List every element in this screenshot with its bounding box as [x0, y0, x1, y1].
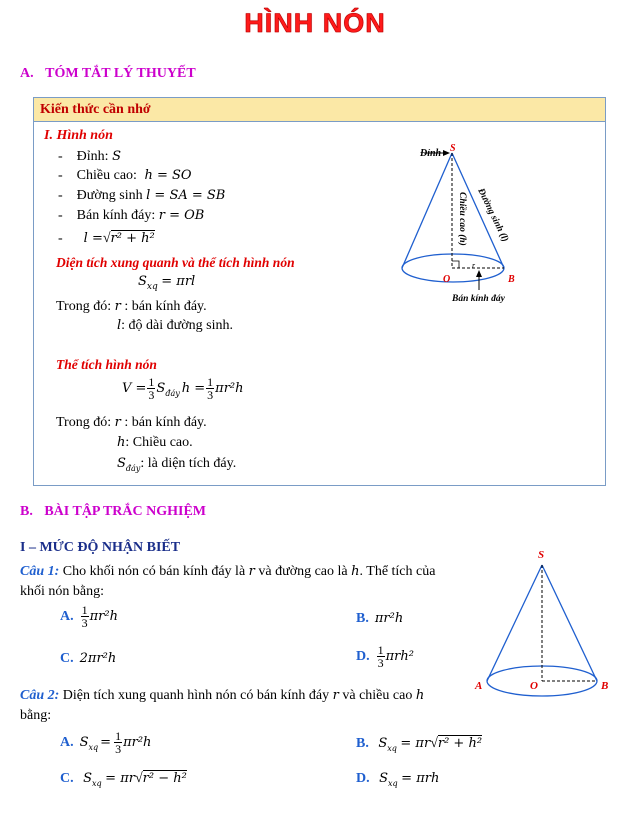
q1-d-val: πrh²	[385, 649, 414, 664]
q2-a-s: S	[79, 735, 89, 750]
q2-b-s: S	[378, 736, 388, 751]
where-2-h-line	[117, 435, 193, 451]
q2-text-b: và chiều cao	[342, 688, 413, 703]
q2-r: r	[332, 688, 339, 703]
slant-formula-radicand: r² + h²	[110, 231, 155, 246]
q1-c-val: 2πr²h	[79, 651, 117, 666]
fig2-o: O	[530, 680, 538, 692]
q1-d-letter: D.	[356, 648, 370, 664]
where-2-s: S	[117, 456, 126, 471]
frac-num: 1	[148, 375, 155, 389]
q2-c-letter: C.	[60, 771, 74, 786]
q1-a-num: 1	[81, 603, 88, 617]
q2-a-den: 3	[115, 742, 122, 756]
where-2-r: r	[114, 415, 121, 430]
q2-c-pre: = πr	[105, 771, 135, 786]
item-slant-math: l = SA = SB	[146, 188, 226, 203]
section-a-letter: A.	[20, 66, 34, 81]
item-slant: - Đường sinh l = SA = SB	[58, 188, 226, 203]
fig1-b: B	[508, 274, 515, 285]
knowledge-box-title: Kiến thức cần nhớ	[40, 102, 151, 117]
cone-subheading: I. Hình nón	[44, 128, 113, 143]
frac-den: 3	[148, 388, 155, 402]
item-radius: - Bán kính đáy: r = OB	[58, 208, 205, 223]
q2-d-val: = πrh	[401, 771, 440, 786]
q1-text-a: Cho khối nón có bán kính đáy là	[62, 564, 246, 579]
section-b-label: BÀI TẬP TRẮC NGHIỆM	[44, 504, 207, 519]
q1-a-val: πr²h	[89, 609, 118, 624]
q2-option-d[interactable]	[356, 771, 439, 788]
item-vertex: - Đỉnh: S	[58, 149, 121, 164]
where-2-h: h	[117, 435, 126, 450]
fig1-r: r	[472, 261, 476, 270]
q2-a-frac	[114, 730, 122, 755]
q2-d-letter: D.	[356, 771, 370, 786]
slant-formula-lhs: l =	[83, 231, 103, 246]
fig1-radius-label: Bán kính đáy	[452, 294, 505, 304]
q2-option-a[interactable]: A. S $_{xq}$ = $\frac{1}{3}$ πr²h	[60, 729, 152, 756]
vol-frac-1	[147, 376, 155, 401]
where-1-l: l	[117, 318, 122, 333]
where-1-l-text: : độ dài đường sinh.	[121, 318, 233, 333]
area-rhs: = πrl	[161, 274, 196, 289]
where-2-r-text: : bán kính đáy.	[124, 415, 207, 430]
vol-end: πr²h	[215, 381, 244, 396]
vol-v: V =	[122, 381, 147, 396]
q2-b-sub: xq	[387, 743, 397, 753]
q2-text-a: Diện tích xung quanh hình nón có bán kính đáy	[62, 688, 330, 703]
where-2	[56, 415, 207, 431]
q1-text-b: và đường cao là	[258, 564, 348, 579]
q2-a-sub: xq	[88, 743, 99, 752]
fig1-slant-label: Đường sinh (l)	[475, 186, 510, 244]
fig2-a: A	[475, 680, 483, 692]
q2-b-rad: r² + h²	[437, 736, 483, 751]
q1-d-den: 3	[377, 656, 384, 670]
q1-a-letter: A.	[60, 608, 74, 624]
q2-d-s: S	[379, 771, 389, 786]
where-1-r: r	[114, 299, 121, 314]
item-vertex-math: S	[112, 149, 121, 164]
question-1	[20, 562, 450, 602]
q2-a-val: πr²h	[123, 735, 152, 750]
q1-option-b[interactable]	[356, 611, 403, 627]
item-slant-formula: - l =√r² + h²	[58, 231, 155, 246]
page-title: HÌNH NÓN	[244, 8, 386, 38]
cone-figure-1	[400, 140, 600, 315]
q2-h: h	[415, 688, 425, 703]
where-2-s-sub: đáy	[125, 463, 141, 473]
area-s: S	[138, 274, 147, 289]
where-2-h-text: : Chiều cao.	[125, 435, 193, 450]
fig1-o: O	[443, 274, 451, 285]
area-sub: xq	[146, 281, 158, 292]
q1-option-d[interactable]	[356, 644, 414, 669]
q1-d-num: 1	[377, 643, 384, 657]
q1-r: r	[248, 564, 255, 579]
q2-d-sub: xq	[388, 778, 398, 788]
vol-mid: h =	[181, 381, 206, 396]
fig1-s: S	[450, 143, 456, 154]
where-2-label: Trong đó:	[56, 415, 112, 430]
q1-c-letter: C.	[60, 651, 74, 666]
cone-figure-2	[470, 545, 620, 705]
q1-option-a[interactable]	[60, 604, 118, 629]
q1-text-d: khối nón bằng:	[20, 584, 104, 599]
section-a-heading	[20, 66, 196, 82]
q1-d-frac	[377, 644, 385, 669]
where-1-label: Trong đó:	[56, 299, 112, 314]
q2-c-rad: r² − h²	[142, 771, 187, 786]
q2-b-letter: B.	[356, 736, 369, 751]
volume-formula	[122, 376, 244, 401]
q1-a-frac	[81, 604, 89, 629]
item-height: - Chiều cao: h = SO	[58, 168, 192, 183]
where-1-r-text: : bán kính đáy.	[124, 299, 207, 314]
fig2-s: S	[538, 549, 545, 561]
section-a-label: TÓM TẮT LÝ THUYẾT	[45, 66, 196, 81]
where-1-l-line	[117, 318, 233, 334]
section-b-letter: B.	[20, 504, 33, 519]
q2-a-num: 1	[115, 729, 122, 743]
q1-b-letter: B.	[356, 611, 369, 626]
q1-h: h	[351, 564, 360, 579]
q1-b-val: πr²h	[374, 611, 404, 626]
item-height-math: h = SO	[144, 168, 192, 183]
item-radius-label: Bán kính đáy:	[76, 208, 156, 223]
q2-c-s: S	[83, 771, 93, 786]
vol-frac-2	[206, 376, 214, 401]
frac2-den: 3	[207, 388, 214, 402]
section-b-heading	[20, 504, 206, 520]
vol-s: S	[156, 381, 166, 396]
q2-option-c[interactable]: C. $S_{xq} = \pi r√r^2 - h^2$	[60, 771, 187, 788]
q2-option-b[interactable]: B. $S_{xq} = \pi r√r^2 + h^2$	[356, 736, 483, 753]
fig1-dinh: Đỉnh	[420, 148, 442, 159]
fig2-b: B	[601, 680, 609, 692]
q2-c-sub: xq	[92, 778, 102, 788]
item-height-label: Chiều cao:	[76, 168, 137, 183]
frac2-num: 1	[207, 375, 214, 389]
area-volume-title: Diện tích xung quanh và thể tích hình nón	[56, 255, 295, 270]
item-radius-math: r = OB	[158, 208, 205, 223]
knowledge-box-header	[34, 98, 605, 122]
question-2	[20, 686, 450, 726]
where-1	[56, 299, 207, 315]
volume-title: Thể tích hình nón	[56, 357, 157, 372]
q1-a-den: 3	[81, 616, 88, 630]
q2-text-c: bằng:	[20, 708, 52, 723]
q2-label: Câu 2:	[20, 688, 60, 703]
q1-label: Câu 1:	[20, 564, 60, 579]
vol-s-sub: đáy	[165, 389, 180, 398]
q2-b-pre: = πr	[400, 736, 431, 751]
fig1-height-label: Chiều cao (h)	[457, 192, 467, 246]
q1-option-c[interactable]	[60, 651, 116, 667]
q1-text-c: . Thể tích của	[359, 564, 436, 579]
level-heading: I – MỨC ĐỘ NHẬN BIẾT	[20, 540, 181, 555]
item-slant-label: Đường sinh	[76, 188, 143, 203]
area-formula	[138, 274, 195, 292]
where-2-s-text: : là diện tích đáy.	[140, 456, 237, 471]
where-2-s-line	[117, 456, 236, 473]
item-vertex-label: Đỉnh:	[76, 149, 109, 164]
q2-a-letter: A.	[60, 734, 74, 750]
